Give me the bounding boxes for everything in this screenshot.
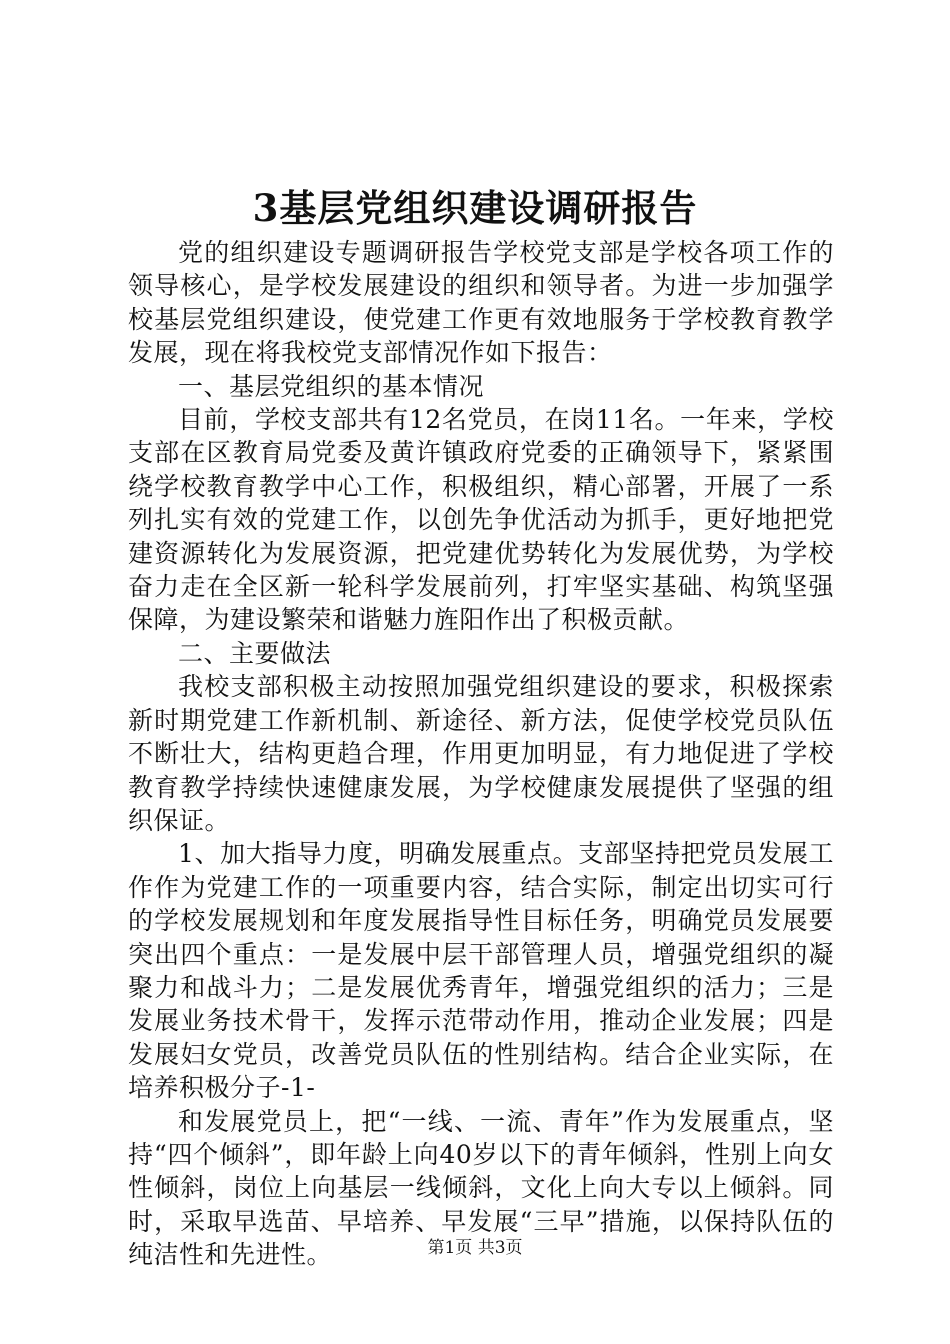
paragraph-item-1: 1、加大指导力度，明确发展重点。支部坚持把党员发展工作作为党建工作的一项重要内容，结合实际，制定出切实可行的学校发展规划和年度发展指导性目标任务，明确党员发展要突出四个重点：一是发展中层干部管理人员，增强党组织的凝聚力和战斗力；二是发展优秀青年，增强党组织的活力；三是发展业务技术骨干，发挥示范带动作用，推动企业发展；四是发展妇女党员，改善党员队伍的性别结构。结合企业实际，在培养积极分子-1- (128, 839, 834, 1103)
document-title: 3基层党组织建设调研报告 (252, 186, 698, 230)
section-heading-basic-situation: 一、基层党组织的基本情况 (178, 371, 485, 401)
paragraph-basic-situation: 目前，学校支部共有12名党员，在岗11名。一年来，学校支部在区教育局党委及黄许镇政府党委的正确领导下，紧紧围绕学校教育教学中心工作，积极组织，精心部署，开展了一系列扎实有效的党建工作，以创先争优活动为抓手，更好地把党建资源转化为发展资源，把党建优势转化为发展优势，为学校奋力走在全区新一轮科学发展前列，打牢坚实基础、构筑坚强保障，为建设繁荣和谐魅力旌阳作出了积极贡献。 (128, 405, 834, 635)
paragraph-main-practices: 我校支部积极主动按照加强党组织建设的要求，积极探索新时期党建工作新机制、新途径、新方法，促使学校党员队伍不断壮大，结构更趋合理，作用更加明显，有力地促进了学校教育教学持续快速健康发展，为学校健康发展提供了坚强的组织保证。 (128, 672, 834, 835)
section-heading-main-practices: 二、主要做法 (178, 638, 332, 668)
page-footer: 第1页 共3页 (427, 1238, 523, 1258)
paragraph-item-1-continued: 和发展党员上，把“一线、一流、青年”作为发展重点，坚持“四个倾斜”，即年龄上向40岁以下的青年倾斜，性别上向女性倾斜，岗位上向基层一线倾斜，文化上向大专以上倾斜。同时，采取早选苗、早培养、早发展“三早”措施，以保持队伍的纯洁性和先进性。 (128, 1106, 834, 1270)
document-body (128, 236, 834, 1272)
paragraph-intro: 党的组织建设专题调研报告学校党支部是学校各项工作的领导核心，是学校发展建设的组织和领导者。为进一步加强学校基层党组织建设，使党建工作更有效地服务于学校教育教学发展，现在将我校党支部情况作如下报告： (128, 238, 834, 368)
